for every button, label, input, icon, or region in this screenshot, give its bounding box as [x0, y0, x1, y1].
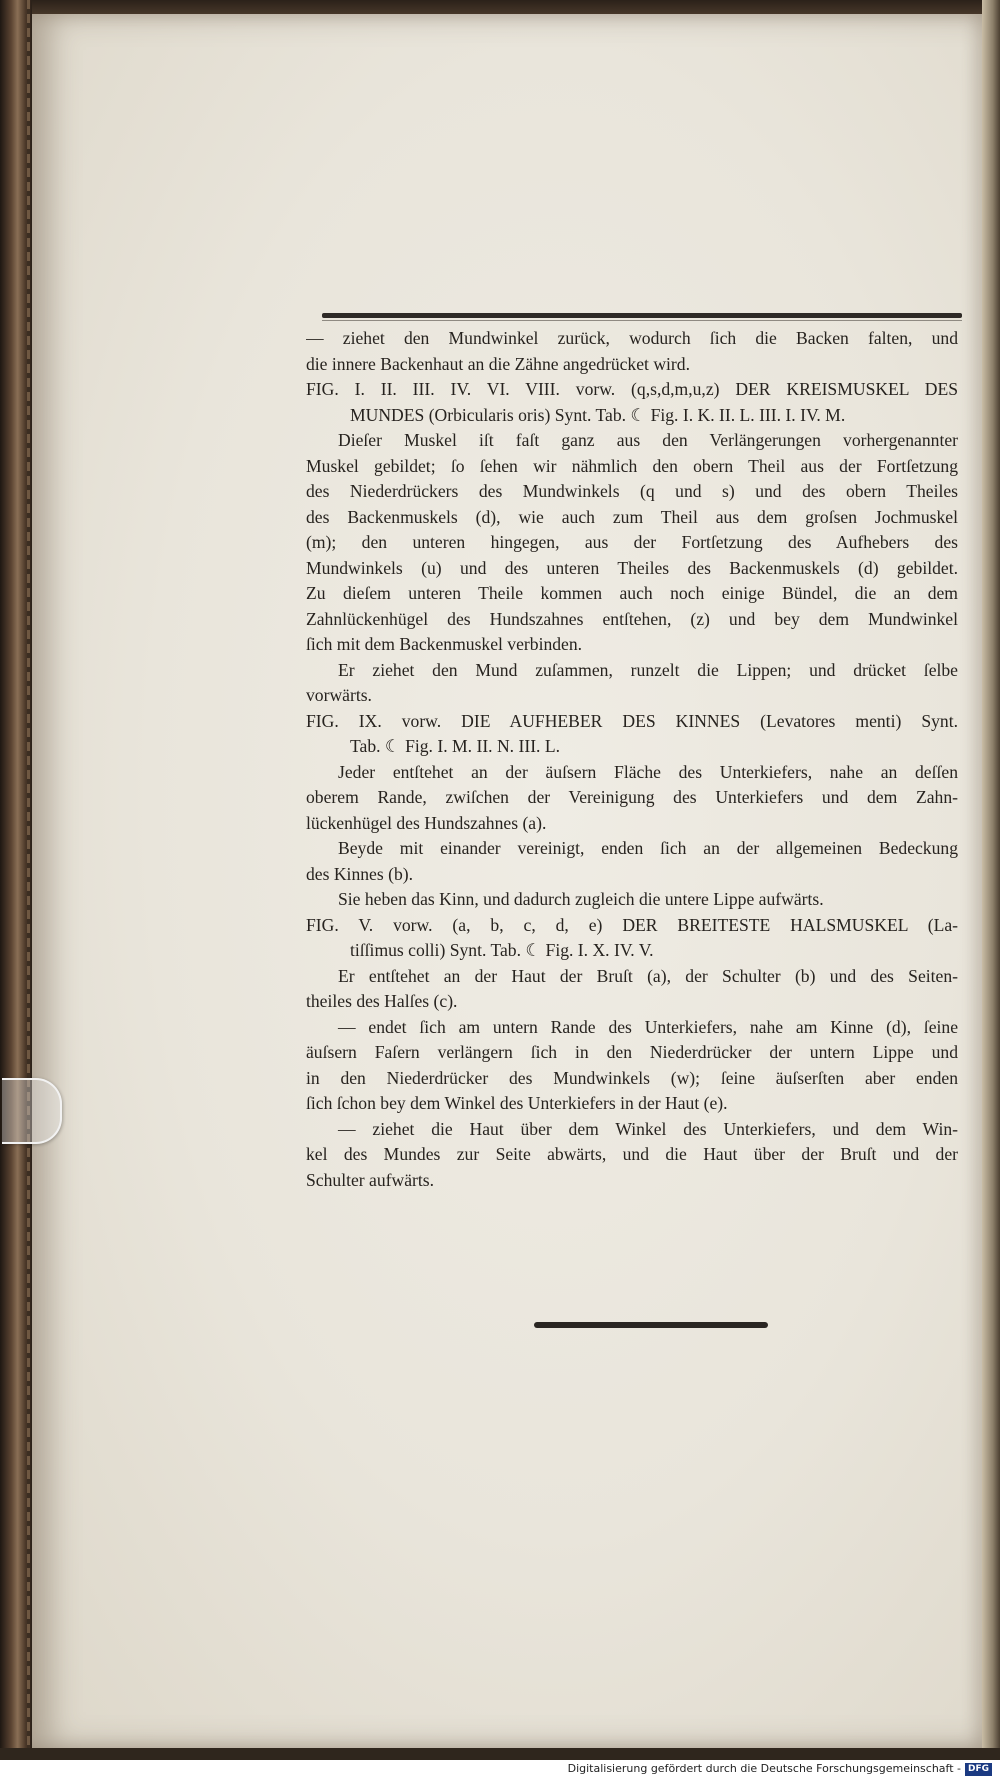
text-line: des Niederdrückers des Mundwinkels (q und s) und des obern Theiles — [306, 481, 958, 501]
page-text — [306, 326, 958, 1193]
text-line: ſich mit dem Backenmuskel verbinden. — [306, 634, 583, 654]
book-bottom-edge — [0, 1748, 1000, 1760]
text-line: — endet ſich am untern Rande des Unterkiefers, nahe am Kinne (d), ſeine — [338, 1016, 958, 1037]
text-line: die innere Backenhaut an die Zähne angedrücket wird. — [306, 353, 690, 374]
text-line: lückenhügel des Hundszahnes (a). — [306, 812, 547, 833]
text-line: — ziehet die Haut über dem Winkel des Unterkiefers, und dem Win- — [338, 1118, 958, 1139]
text-line: oberem Rande, zwiſchen der Vereinigung des Unterkiefers und dem Zahn- — [306, 787, 958, 807]
text-line: Zahnlückenhügel des Hundszahnes entſtehen, (z) und bey dem Mundwinkel — [306, 608, 958, 629]
page-edge — [982, 0, 1000, 1778]
figure-heading: MUNDES (Orbicularis oris) Synt. Tab. ☾ Fig. I. K. II. L. III. I. IV. M. — [350, 404, 846, 425]
text-line: Jeder entſtehet an der äuſsern Fläche des Unterkiefers, nahe an deſſen — [338, 761, 958, 782]
digitization-footer — [0, 1760, 1000, 1778]
text-line: Schulter aufwärts. — [306, 1169, 435, 1190]
text-line: Er entſtehet an der Haut der Bruſt (a), der Schulter (b) und des Seiten- — [338, 965, 958, 986]
text-line: vorwärts. — [306, 685, 372, 705]
text-line: (m); den unteren hingegen, aus der Fortſetzung des Aufhebers des — [306, 532, 958, 552]
text-line: Beyde mit einander vereinigt, enden ſich an der allgemeinen Bedeckung — [338, 838, 958, 858]
figure-heading: FIG. V. vorw. (a, b, c, d, e) DER BREITESTE HALSMUSKEL (La- — [306, 914, 958, 935]
figure-heading: Tab. ☾ Fig. I. M. II. N. III. L. — [350, 736, 560, 756]
footer-text: Digitalisierung gefördert durch die Deutsche Forschungsgemeinschaft - — [567, 1762, 961, 1775]
figure-heading: FIG. I. II. III. IV. VI. VIII. vorw. (q,s,d,m,u,z) DER KREISMUSKEL DES — [306, 379, 958, 399]
text-line: in den Niederdrücker des Mundwinkels (w); ſeine äuſserſten aber enden — [306, 1067, 958, 1088]
book-spine — [0, 0, 32, 1778]
text-line: des Kinnes (b). — [306, 863, 414, 884]
text-line: kel des Mundes zur Seite abwärts, und die Haut über der Bruſt und der — [306, 1144, 958, 1164]
text-line: des Backenmuskels (d), wie auch zum Theil aus dem groſsen Jochmuskel — [306, 506, 958, 527]
figure-heading: tiſſimus colli) Synt. Tab. ☾ Fig. I. X. IV. V. — [350, 940, 654, 960]
text-line: Sie heben das Kinn, und dadurch zugleich die untere Lippe aufwärts. — [338, 889, 824, 909]
top-rule — [322, 313, 962, 318]
text-line: Zu dieſem unteren Theile kommen auch noch einige Bündel, die an dem — [306, 583, 958, 603]
page-clip-icon — [2, 1078, 62, 1144]
text-line: Dieſer Muskel iſt faſt ganz aus den Verlängerungen vorhergenannter — [338, 430, 958, 450]
end-rule — [534, 1322, 768, 1328]
text-line: ſich ſchon bey dem Winkel des Unterkiefers in der Haut (e). — [306, 1093, 728, 1113]
text-line: theiles des Halſes (c). — [306, 991, 458, 1011]
dfg-logo: DFG — [965, 1763, 992, 1776]
text-line: — ziehet den Mundwinkel zurück, wodurch ſich die Backen falten, und — [306, 328, 958, 348]
text-line: äuſsern Faſern verlängern ſich in den Niederdrücker der untern Lippe und — [306, 1042, 958, 1062]
text-line: Mundwinkels (u) und des unteren Theiles des Backenmuskels (d) gebildet. — [306, 557, 958, 578]
figure-heading: FIG. IX. vorw. DIE AUFHEBER DES KINNES (Levatores menti) Synt. — [306, 710, 958, 731]
text-line: Er ziehet den Mund zuſammen, runzelt die Lippen; und drücket ſelbe — [338, 659, 958, 680]
text-line: Muskel gebildet; ſo ſehen wir nähmlich den obern Theil aus der Fortſetzung — [306, 455, 958, 476]
